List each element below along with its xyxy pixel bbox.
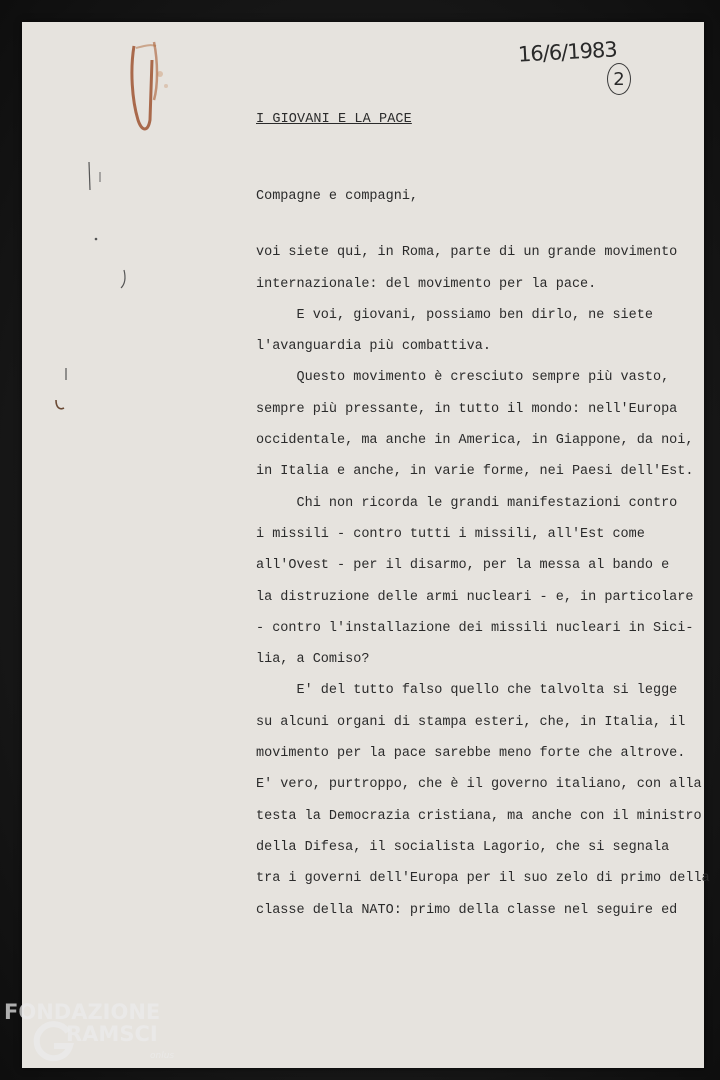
text-line: testa la Democrazia cristiana, ma anche con il ministro xyxy=(256,808,702,824)
document-title: I GIOVANI E LA PACE xyxy=(256,112,412,127)
text-line: occidentale, ma anche in America, in Giappone, da noi, xyxy=(256,433,694,449)
text-line: E' del tutto falso quello che talvolta si legge xyxy=(256,683,678,699)
text-line: voi siete qui, in Roma, parte di un grande movimento xyxy=(256,245,678,261)
logo-text-line1: FONDAZIONE xyxy=(4,1000,161,1024)
text-line: la distruzione delle armi nucleari - e, in particolare xyxy=(256,589,694,605)
handwritten-date: 16/6/1983 xyxy=(517,37,618,67)
document-body xyxy=(256,181,710,926)
text-line: Questo movimento è cresciuto sempre più vasto, xyxy=(256,370,670,386)
rust-stain-mark xyxy=(124,40,194,150)
page-number-circled: 2 xyxy=(607,63,631,95)
text-line: E' vero, purtroppo, che è il governo italiano, con alla xyxy=(256,777,702,793)
text-line: su alcuni organi di stampa esteri, che, in Italia, il xyxy=(256,714,686,730)
text-line: - contro l'installazione dei missili nucleari in Sici- xyxy=(256,620,694,636)
text-line: E voi, giovani, possiamo ben dirlo, ne siete xyxy=(256,307,653,323)
text-line: lia, a Comiso? xyxy=(256,652,370,668)
logo-onlus: onlus xyxy=(150,1051,175,1061)
salutation: Compagne e compagni, xyxy=(256,189,419,204)
text-line: all'Ovest - per il disarmo, per la messa al bando e xyxy=(256,558,670,574)
text-line: Chi non ricorda le grandi manifestazioni contro xyxy=(256,495,678,511)
text-line: in Italia e anche, in varie forme, nei Paesi dell'Est. xyxy=(256,464,694,480)
text-line: movimento per la pace sarebbe meno forte che altrove. xyxy=(256,746,686,762)
text-line: sempre più pressante, in tutto il mondo: nell'Europa xyxy=(256,401,678,417)
text-line: classe della NATO: primo della classe nel seguire ed xyxy=(256,902,678,918)
text-line: tra i governi dell'Europa per il suo zelo di primo della xyxy=(256,871,710,887)
fondazione-gramsci-logo xyxy=(4,1000,184,1080)
logo-text-line2: RAMSCI xyxy=(66,1022,158,1046)
text-line: della Difesa, il socialista Lagorio, che si segnala xyxy=(256,839,670,855)
text-line: l'avanguardia più combattiva. xyxy=(256,339,491,355)
text-line: internazionale: del movimento per la pace. xyxy=(256,276,597,292)
text-line: i missili - contro tutti i missili, all'Est come xyxy=(256,526,645,542)
